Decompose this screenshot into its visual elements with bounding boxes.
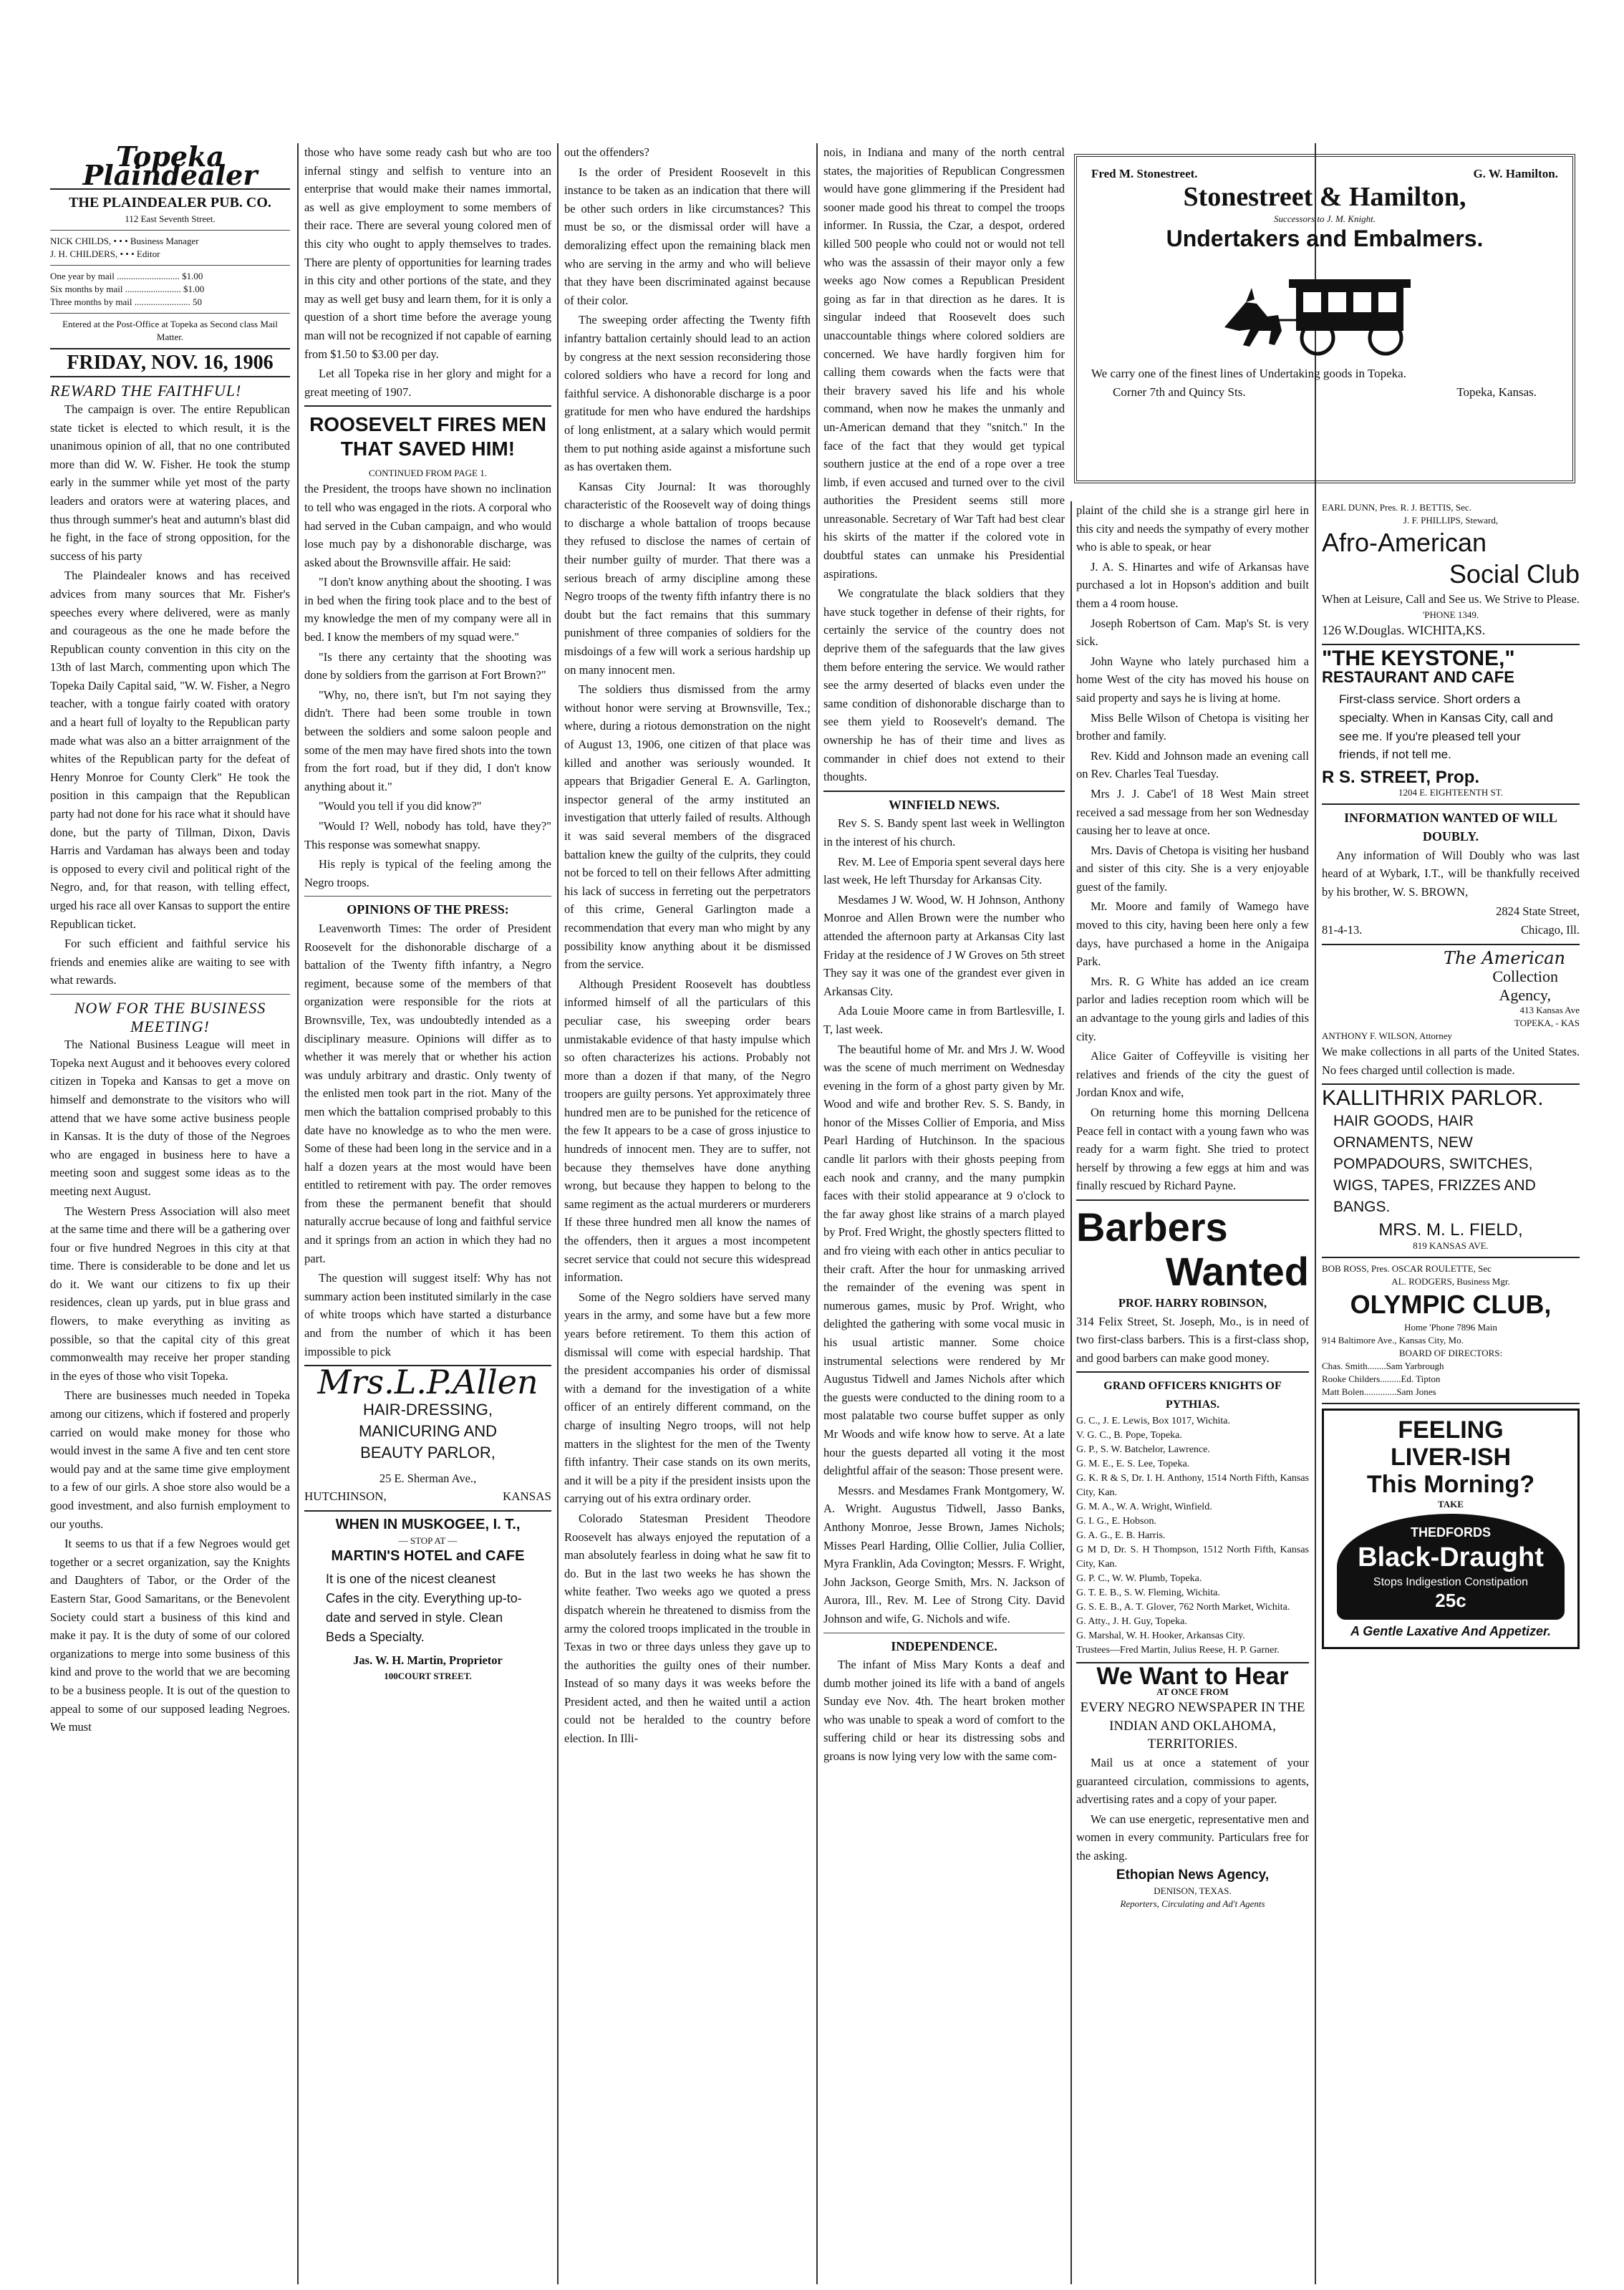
director-entry: Rooke Childers.........Ed. Tipton [1322,1373,1441,1384]
keystone-body: First-class service. Short orders a specialty. When in Kansas City, call and see me. If you're pleased tell your friends, if not tell me. [1339,692,1553,762]
article-paragraph: nois, in Indiana and many of the north central states, the majorities of Republican Congressmen would have gone glimmering if the President had sooner made good his threat to compel the troops informer. In Russia, the Czar, a despot, ordered killed 500 people who could not or would not tell who was the assassin of their mayor only a few weeks ago Now comes a Republican President going as far in that direction as he dares. It is singular indeed that Roosevelt does such unaccountable things where colored soldiers are concerned. We have hardly forgiven him for calling them cowards when the facts were that their bravery saved his life and his whole command, when now he makes the unmanly and un-American demand that they "snitch." In the face of the fact that they would get typical southern justice at the end of a rope over a tree limb, if even accused and turned over to the civil authorities the President seems still more unreasonable. Secretary of War Taft had best clear his skirts of the matter if the colored vote in doubtful states can unmake his Presidential aspirations. [823,145,1065,581]
article-paragraph: the President, the troops have shown no inclination to tell who was engaged in the riots. A corporal who had served in the Cuban campaign, and who would lose much pay by a dishonorable discharge, was asked about the Brownsville affair. He said: [304,482,551,569]
martin-ad-stop: — STOP AT — [398,1535,458,1546]
hear-body: Mail us at once a statement of your guaranteed circulation, commissions to agents, advertising rates and a copy of your paper. [1076,1755,1309,1807]
kallithrix-title: KALLITHRIX PARLOR. [1322,1086,1544,1111]
officer-entry: G. T. E. B., S. W. Fleming, Wichita. [1076,1587,1220,1598]
info-body: Any information of Will Doubly who was last heard of at Wybark, I.T., will be thankfully received by his brother, W. S. BROWN, [1322,848,1580,899]
masthead: Topeka Plaindealer [82,143,258,191]
collection-title: The American [1444,947,1565,968]
article-paragraph: Let all Topeka rise in her glory and might for a great meeting of 1907. [304,367,551,399]
bd-name: Black-Draught [1358,1542,1544,1573]
kallithrix-body: HAIR GOODS, HAIR ORNAMENTS, NEW POMPADOURS, SWITCHES, WIGS, TAPES, FRIZZES AND BANGS. [1333,1113,1536,1216]
ad-corner: Corner 7th and Quincy Sts. [1113,385,1246,399]
article-paragraph: "Why, no, there isn't, but I'm not saying they didn't. There had been some trouble in town between the soldiers and some saloon people and some of the men may have fired shots into the town from the fort road, but if they did, I don't know anything about it." [304,687,551,793]
keystone-sub: RESTAURANT AND CAFE [1322,667,1514,686]
section-heading: WINFIELD NEWS. [888,797,1000,812]
article-paragraph: out the offenders? [564,145,649,159]
social-phone: 'PHONE 1349. [1422,609,1479,620]
editorial-heading: NOW FOR THE BUSINESS MEETING! [74,998,266,1035]
kallithrix-name: MRS. M. L. FIELD, [1378,1220,1523,1240]
allen-ad-line: HAIR-DRESSING, [363,1400,493,1419]
olympic-mgr: AL. RODGERS, Business Mgr. [1391,1275,1510,1287]
collection-title: Agency, [1499,985,1551,1004]
article-paragraph: "Would you tell if you did know?" [319,799,482,813]
officer-entry: V. G. C., B. Pope, Topeka. [1076,1429,1182,1441]
article-paragraph: Mr. Moore and family of Wamego have moved to this city, having been here only a few days, have purchased a home in the Anigaipa Park. [1076,899,1309,969]
article-paragraph: Alice Gaiter of Coffeyville is visiting her relatives and friends of the city the guest of Jordan Knox and wife, [1076,1049,1309,1100]
article-paragraph: Mrs. Davis of Chetopa is visiting her husband and sister of this city. She is a very enjoyable guest of the family. [1076,843,1309,894]
article-paragraph: The infant of Miss Mary Konts a deaf and dumb mother joined its life with a band of angels Sunday eve Nov. 4th. The heart broken mother who was unable to speak a word of comfort to the suffering child or hear its distressing sobs and groans is now lying very low with the same com- [823,1658,1065,1764]
officer-entry: G. M. E., E. S. Lee, Topeka. [1076,1458,1190,1469]
hear-sub: AT ONCE FROM [1156,1686,1229,1698]
hear-foot: Reporters, Circulating and Ad't Agents [1120,1898,1265,1910]
section-heading: INDEPENDENCE. [891,1638,997,1653]
article-paragraph: The campaign is over. The entire Republican state ticket is elected to which result, it is the unanimous opinion of all, that no one contributed more than did W. W. Fisher. He took the stump early in the summer while yet most of the party leaders and orators were at watering places, and thus through summer's heat and autumn's blast did he fight, in the face of strong opposition, for the success of his party [50,402,290,563]
article-paragraph: The Plaindealer knows and has received advices from many sources that Mr. Fisher's speeches every where delivered, were as manly and courageous as the one he made before the Republican county convention in this city on the 13th of last March, commenting upon which The Topeka Daily Capital said, "W. W. Fisher, a Negro teacher, with a tongue fairly coated with oratory and a heart full of loyalty to the Republican party made what was also an a bitter arraignment of the whites of the Republican party for the defeat of Henry Monroe for County Clerk" He took the position in this campaign that the Republican party had not done for his race what it should have done, but the party of Tillman, Dixon, Davis Harris and Vardaman has always been and today is opposed to every civil and political right of the Negro, and, for that reason, with telling effect, urged his race all over Kansas to support the entire Republican ticket. [50,569,290,931]
ad-subtitle: Undertakers and Embalmers. [1166,226,1484,251]
article-paragraph: Joseph Robertson of Cam. Map's St. is very sick. [1076,616,1309,649]
officer-entry: G. M. A., W. A. Wright, Winfield. [1076,1501,1212,1512]
martin-ad-proprietor: Jas. W. H. Martin, Proprietor [353,1653,503,1668]
social-title: Afro-American [1322,528,1487,557]
hear-body: We can use energetic, representative men and women in every community. Particulars free for the asking. [1076,1812,1309,1863]
undertakers-ad [1074,154,1575,483]
article-paragraph: There are businesses much needed in Topeka among our citizens, which if fostered and properly carried on would make money for those who would invest in the same A five and ten cent store would pay and at the same time give employment to a few of our girls. A shoe store also would be a good investment, and also furnish employment to our youths. [50,1388,290,1531]
black-draught-ad [1322,1409,1580,1649]
barbers-contact: PROF. HARRY ROBINSON, [1118,1295,1267,1310]
keystone-addr: 1204 E. EIGHTEENTH ST. [1398,787,1503,798]
article-paragraph: Rev. M. Lee of Emporia spent several days here last week, He left Thursday for Arkansas City. [823,854,1065,887]
social-title: Social Club [1449,559,1580,589]
column-rule [557,143,559,2284]
column-2 [304,143,551,2284]
olympic-title: OLYMPIC CLUB, [1350,1289,1552,1319]
ad-body: We carry one of the finest lines of Undertaking goods in Topeka. [1091,367,1406,380]
rate-line: One year by mail ........................... $1.00 [50,270,203,281]
article-paragraph: those who have some ready cash but who are too infernal stingy and selfish to venture into an enterprise that would make their names immortal, as well as give employment to some members of their race. There are several young colored men of this city who ought to apply themselves to trades. There are plenty of opportunities for learning trades in this city and other portions of the state, and they may as well get busy and learn them, for it is only a question of a short time before the average young man will not be recognized if not capable of earning from $1.50 to $3.00 per day. [304,145,551,361]
article-paragraph: plaint of the child she is a strange girl here in this city and needs the sympathy of every mother who is able to speak, or hear [1076,503,1309,554]
info-addr: 2824 State Street, [1496,904,1580,919]
ad-successors: Successors to J. M. Knight. [1274,213,1376,224]
article-paragraph: Although President Roosevelt has doubtless informed himself of all the particulars of this peculiar case, his sweeping order bears unmistakable evidence of that hasty impulse which so often characterizes his actions. Probably not more than a dozen if that many, of the Negro troopers are guilty persons. Yet approximately three hundred men are to be punished for the reticence of the few It appears to be a case of gross injustice to hundreds of innocent men. They are to suffer, not because they themselves have done anything wrong, but because they happen to belong to the same regiment as the actual murderers or murderers If these three hundred men all know the names of the offenders, then it argues a most incompetent secret service that could not secure this widespread information. [564,977,811,1285]
publisher-address: 112 East Seventh Street. [125,213,216,224]
officer-entry: G. P., S. W. Batchelor, Lawrence. [1076,1444,1210,1455]
article-paragraph: Colorado Statesman President Theodore Roosevelt has always enjoyed the reputation of a man absolutely fearless in doing what he saw fit to do. But in the last two weeks he has shown the white feather. Two weeks ago we quoted a press dispatch wherein he threatened to dismiss from the army the colored troops implicated in the trouble in Texas in two or three days unless they gave up to the authorities the guilty ones of their number. Instead of so many days it was weeks before the President acted, and then he waited until a action could not be heralded to the country before election. In Illi- [564,1511,811,1746]
officer-entry: G. A. G., E. B. Harris. [1076,1530,1166,1541]
collection-attorney: ANTHONY F. WILSON, Attorney [1322,1030,1453,1042]
section-heading: OPINIONS OF THE PRESS: [347,902,509,917]
column-4 [823,143,1065,2284]
rate-line: Six months by mail ........................ $1.00 [50,283,205,294]
bd-brand: THEDFORDS [1411,1525,1491,1540]
collection-body: We make collections in all parts of the United States. No fees charged until collection is made. [1322,1045,1580,1077]
olympic-officers: BOB ROSS, Pres. OSCAR ROULETTE, Sec [1322,1262,1492,1274]
collection-title: Collection [1492,967,1558,986]
bd-price: 25c [1435,1589,1466,1611]
bd-foot: A Gentle Laxative And Appetizer. [1350,1624,1552,1639]
officer-entry: G. K. R & S, Dr. I. H. Anthony, 1514 North Fifth, Kansas City, Kan. [1076,1472,1309,1498]
kallithrix-addr: 819 KANSAS AVE. [1413,1240,1489,1251]
article-paragraph: The question will suggest itself: Why has not summary action been instituted similarly in the case of white troops which have started a disturbance and from the number of which it has been impossible to pick [304,1271,551,1358]
ad-partner-name: G. W. Hamilton. [1473,167,1558,180]
article-paragraph: Miss Belle Wilson of Chetopa is visiting her brother and family. [1076,710,1309,743]
officer-entry: G M D, Dr. S. H Thompson, 1512 North Fifth, Kansas City, Kan. [1076,1544,1309,1570]
hear-title: We Want to Hear [1096,1662,1289,1690]
social-officers: EARL DUNN, Pres. R. J. BETTIS, Sec. [1322,502,1471,513]
article-paragraph: The National Business League will meet in Topeka next August and it behooves every colored citizen in Topeka and Kansas to get a move on himself and demonstrate to the visitors who will attend that we have some active business people in Kansas. It is the duty of those of the Negroes who are engaged in business here to have a meeting soon and suggest some ideas as to the meeting next August. [50,1038,290,1198]
barbers-heading: Wanted [1165,1248,1309,1294]
column-rule [297,143,299,2284]
collection-city: TOPEKA, - KAS [1514,1018,1580,1029]
article-paragraph: It seems to us that if a few Negroes would get together or a secret organization, say the Knights and Daughters of Tabor, or the Order of the Eastern Star, Good Samaritans, or the Benevolent Society could start a business of this kind and make it pay. It is the duty of some of our colored organizations to merge into some business of this kind and prove to the world that we are becoming to be a business people. It is out of the question to appeal to some of our supposed leading Negroes. We must [50,1537,290,1734]
ad-partner-name: Fred M. Stonestreet. [1091,167,1198,180]
keystone-title: "THE KEYSTONE," [1322,647,1515,671]
column-3 [564,143,811,2284]
article-paragraph: The Western Press Association will also meet at the same time and there will be a gathering over four or five hundred Negroes in this city at that time. There is considerable to be done and let us do it. We want our citizens to fix up their residences, clean up yards, put in blue grass and flowers, to make everything as inviting as possible, so that the capital city of this great commonwealth may receive her proper standing in the eyes of those who visit Topeka. [50,1204,290,1383]
barbers-heading: Barbers [1076,1204,1228,1250]
rate-line: Three months by mail ........................ 50 [50,296,202,307]
article-paragraph: The sweeping order affecting the Twenty fifth infantry battalion certainly should lead to an action by congress at the next session reconsidering those colored soldiers who have a record for long and faithful service. A dishonorable discharge is a poor gratitude for men who have endured the hardships of long enlistment, at a salary which would permit them to put nothing aside against a misfortune such as has overtaken them. [564,313,811,474]
article-paragraph: Mrs J. J. Cabe'l of 18 West Main street received a sad message from her son Wednesday causing her to leave at once. [1076,786,1309,838]
keystone-prop: R S. STREET, Prop. [1322,767,1480,787]
staff-line: J. H. CHILDERS, • • • Editor [50,248,160,259]
article-paragraph: Kansas City Journal: It was thoroughly characteristic of the Roosevelt way of doing things to discharge a whole battalion of troops because they refused to disclose the names of certain of their number guilty of murder. That there was a serious breach of army discipline among these Negro troops of the twenty fifth infantry there is no doubt but the fact remains that this summary punishment of three companies of soldiers for the misdoings of a few will work a serious hardship up on many innocent men. [564,479,811,677]
article-paragraph: Rev S. S. Bandy spent last week in Wellington in the interest of his church. [823,816,1065,849]
officer-entry: G. I. G., E. Hobson. [1076,1515,1156,1527]
hearse-illustration [1217,259,1432,359]
column-5 [1076,501,1309,2284]
article-paragraph: The soldiers thus dismissed from the army without honor were serving at Brownsville, Tex.; where, during a riotous demonstration on the night of August 13, 1906, one citizen of that place was killed and another was seriously wounded. It appears that Brigadier General E. A. Garlington, inspector general of the army instituted an investigation that utterly failed of results. Although it was said several members of the disgraced battalion knew the guilty of the culprits, they could not be forced to tell on their fellows After admitting his lack of success in ferreting out the perpetrators of this crime, General Garlington made a recommendation that every man who might by any possibility know anything about it be dismissed from the service. [564,682,811,972]
info-city: Chicago, Ill. [1520,922,1580,937]
article-paragraph: The beautiful home of Mr. and Mrs J. W. Wood was the scene of much merriment on Wednesday evening in the form of a ghost party given by Mr. Wood and wife and brother Rev. S. S. Bandy, in honor of the Misses Collier of Emporia, and Miss Pearl Harding of Hutchinson. In the spacious candle lit parlors with their ghosts peeping from each nook and cranny, and the many pumpkin faces with their stolid appearance at 9 o'clock to the far away ghost like strains of a march played by Prof. Fred Wright, the ghostly specters flitted to and fro vieing with each other in antics peculiar to their craft. After the hour for unmasking arrived the remainder of the evening was spent in numerous games, music by Prof. Wright, who delighted the gathering with some vocal music in his usual artistic manner. Some choice instrumental selections were rendered by Mr Augustus Tidwell and James Nichols after which the guests were conducted to the dining room to a most palatable two course buffet supper as only Mr Woods and wife know how to serve. At a late hour the guests departed all voting it the most delightful affair of the season: Those present were. [823,1042,1065,1478]
bd-take: TAKE [1438,1498,1464,1509]
allen-ad-name: Mrs.L.P.Allen [317,1363,538,1402]
article-paragraph: On returning home this morning Dellcena Peace fell in contact with a young fawn who was ready for a warm fight. She tried to protect herself by throwing a few eggs at him and was finally rescued by Richard Payne. [1076,1106,1309,1193]
martin-ad-body: It is one of the nicest cleanest Cafes in the city. Everything up-to-date and served in style. Clean Beds a Specialty. [326,1572,522,1645]
social-address: 126 W.Douglas. WICHITA,KS. [1322,622,1486,637]
article-paragraph: John Wayne who lately purchased him a home West of the city has moved his house on said property and says he is living at home. [1076,654,1309,705]
publisher: THE PLAINDEALER PUB. CO. [69,195,271,211]
article-paragraph: Mrs. R. G White has added an ice cream parlor and ladies reception room which will be an advantage to the young girls and ladies of this city. [1076,974,1309,1043]
article-paragraph: Ada Louie Moore came in from Bartlesville, I. T, last week. [823,1004,1065,1036]
officer-entry: Trustees—Fred Martin, Julius Reese, H. P. Garner. [1076,1644,1280,1656]
officer-entry: G. P. C., W. W. Plumb, Topeka. [1076,1572,1202,1584]
staff-line: NICK CHILDS, • • • Business Manager [50,235,199,246]
social-body: When at Leisure, Call and See us. We Strive to Please. [1322,592,1580,606]
article-paragraph: His reply is typical of the feeling among the Negro troops. [304,857,551,889]
allen-ad-line: BEAUTY PARLOR, [360,1443,496,1462]
barbers-body: 314 Felix Street, St. Joseph, Mo., is in need of two first-class barbers. This is a first-class shop, and good barbers can make good money. [1076,1314,1309,1365]
martin-ad-title: WHEN IN MUSKOGEE, I. T., [335,1517,521,1532]
bd-line: This Morning? [1366,1470,1535,1498]
collection-address: 413 Kansas Ave [1519,1005,1580,1016]
info-code: 81-4-13. [1322,922,1363,937]
allen-ad-city: HUTCHINSON, [304,1489,387,1504]
social-steward: J. F. PHILLIPS, Steward, [1403,515,1499,526]
column-rule [816,143,818,2284]
bd-sub: Stops Indigestion Constipation [1373,1576,1529,1589]
officer-entry: G. Marshal, W. H. Hooker, Arkansas City. [1076,1630,1245,1641]
article-paragraph: J. A. S. Hinartes and wife of Arkansas have purchased a lot in Hopson's addition and built them a 4 room house. [1076,559,1309,610]
martin-ad-name: MARTIN'S HOTEL and CAFE [331,1547,525,1564]
hear-city: DENISON, TEXAS. [1154,1885,1232,1897]
headline: ROOSEVELT FIRES MEN THAT SAVED HIM! [309,413,546,460]
officers-list [1076,1414,1309,1658]
info-title: INFORMATION WANTED OF WILL DOUBLY. [1344,811,1557,844]
issue-date: FRIDAY, NOV. 16, 1906 [67,351,274,374]
article-paragraph: "I don't know anything about the shooting. I was in bed when the firing took place and to the best of my knowledge the men of my company were all in bed. I know the members of my squad were." [304,575,551,644]
column-rule [1070,501,1072,2284]
hear-line: EVERY NEGRO NEWSPAPER IN THE INDIAN AND OKLAHOMA, TERRITORIES. [1080,1700,1305,1752]
olympic-phone: Home 'Phone 7896 Main [1404,1321,1497,1333]
bd-line: LIVER-ISH [1390,1443,1512,1471]
article-paragraph: Is the order of President Roosevelt in this instance to be taken as an indication that there will be other such orders in like circumstances? This must be so, or the dismissal order will have a demoralizing effect upon the remaining black men who are serving in the army and who will believe that they have been discriminated against because of their color. [564,165,811,307]
olympic-board: BOARD OF DIRECTORS: [1398,1347,1503,1358]
officers-title: GRAND OFFICERS KNIGHTS OF PYTHIAS. [1103,1380,1282,1411]
officer-entry: G. Atty., J. H. Guy, Topeka. [1076,1615,1187,1627]
article-paragraph: For such efficient and faithful service his friends and enemies alike are waiting to see with what rewards. [50,937,290,987]
ad-city: Topeka, Kansas. [1456,385,1537,399]
article-paragraph: "Is there any certainty that the shooting was done by soldiers from the garrison at Fort Brown?" [304,649,551,682]
officer-entry: G. C., J. E. Lewis, Box 1017, Wichita. [1076,1415,1230,1426]
column-6 [1322,501,1580,2284]
article-paragraph: Rev. Kidd and Johnson made an evening call on Rev. Charles Teal Tuesday. [1076,748,1309,781]
article-paragraph: Some of the Negro soldiers have served many years in the army, and some have but a few more years before retirement. To them this action of dismissal will come with especial hardship. That the president accompanies his order of dismissal with a demand for the investigation of a white officer of an entirely different command, on the charge of insulting Negro troops, will not help matters in the slightest for the men of the Twenty fifth infantry. Their case stands on its own merits, and it will be a pity if the president insists upon the carrying out of his extra ordinary order. [564,1290,811,1506]
article-paragraph: Leavenworth Times: The order of President Roosevelt for the dishonorable discharge of a battalion of the Twenty fifth infantry, a Negro regiment, because some of the members of that organization were responsible for the riots at Brownsville, Tex, was undoubtedly intended as a disciplinary measure. Opinions will differ as to whether it was merely that or whether his action was unduly arbitrary and drastic. Only twenty of the enlisted men took part in the riot. Many of the men which the battalion comprised probably to this date have no knowledge as to who the men were. Some of these had been long in the service and in a half a dozen years at the most would have been entitled to retirement with pay. The order removes from these the permanent benefit that should naturally accrue because of long and faithful service and it springs from an action in which they had no part. [304,921,551,1265]
entered-notice: Entered at the Post-Office at Topeka as Second class Mail Matter. [62,318,278,342]
director-entry: Chas. Smith........Sam Yarbrough [1322,1360,1444,1371]
allen-ad-state: KANSAS [502,1489,551,1504]
continued-note: CONTINUED FROM PAGE 1. [369,468,487,479]
article-paragraph: "Would I? Well, nobody has told, have they?" This response was somewhat snappy. [304,819,551,851]
article-paragraph: Mesdames J W. Wood, W. H Johnson, Anthony Monroe and Allen Brown were the number who attended the afternoon party at Arkansas City last Friday at the residence of J W Groves on 5th street They say it was one of the grandest ever given in Arkansas City. [823,892,1065,998]
director-entry: Matt Bolen..............Sam Jones [1322,1386,1436,1397]
hear-agency: Ethopian News Agency, [1116,1868,1270,1883]
martin-ad-address: 100COURT STREET. [384,1670,472,1681]
officer-entry: G. S. E. B., A. T. Glover, 762 North Market, Wichita. [1076,1601,1290,1613]
article-paragraph: Messrs. and Mesdames Frank Montgomery, W. A. Wright. Augustus Tidwell, Jasso Banks, Anthony Monroe, Jesse Brown, James Nichols; Misses Pearl Harding, Ollie Collier, Julia Collier, Myra Franklin, Ada Covington; Messrs. F. Wright, John Jackson, George Smith, Mrs. N. Jackson of Aurora, Ill., Rev. M. Lee of Strong City. David Johnson and wife, G. Nichols and wife. [823,1483,1065,1625]
allen-ad-line: MANICURING AND [358,1421,498,1440]
column-1 [50,143,290,2284]
olympic-directors [1322,1360,1580,1398]
article-paragraph: We congratulate the black soldiers that they have stuck together in defense of their rights, for certainly the service of the country does not deprive them of the safeguards that the law gives them before entering the service. We would rather see the army deserted of blacks even under the same condition of dishonorable discharge than to see them yield to Roosevelt's demand. The ownership he has of their time and lives as commander in chief does not extend to their thoughts. [823,586,1065,784]
bd-line: FEELING [1398,1416,1504,1444]
olympic-addr: 914 Baltimore Ave., Kansas City, Mo. [1322,1334,1464,1346]
editorial-heading: REWARD THE FAITHFUL! [50,382,242,400]
allen-ad-address: 25 E. Sherman Ave., [379,1471,477,1485]
ad-title: Stonestreet & Hamilton, [1183,182,1466,212]
